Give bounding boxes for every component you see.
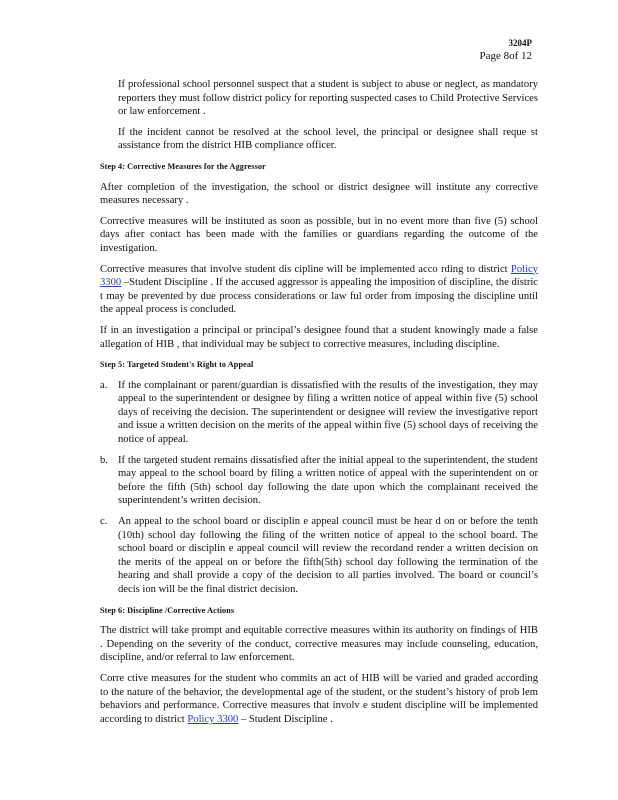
step4-paragraph-2: Corrective measures will be instituted as soon as possible, but in no event more than five (5) school days after contact has been made with the families or guardians regarding the outcome of the investigation.: [100, 215, 538, 254]
step4-paragraph-3: [100, 263, 538, 317]
step6-paragraph-2: [100, 672, 538, 726]
list-item-text: An appeal to the school board or disciplin e appeal council must be hear d on or before the tenth (10th) school day following the filing of the written notice of appeal to the school board. The school board or disciplin e appeal council will review the recordand render a written decision on the merits of the appeal on or before the fifth(5th) school day following the termination of the hearing and shall provide a copy of the decision to all parties involved. The board or council’s decis ion will be the final district decision.: [118, 516, 538, 595]
list-item-text: If the complainant or parent/guardian is dissatisfied with the results of the investigation, they may appeal to the superintendent or designee by filing a written notice of appeal within five (5) school days of receiving the decision. The superintendent or designee will review the investigative report and issue a written decision on the merits of the appeal within five (5) school days of receiving the notice of appeal.: [118, 379, 538, 446]
step6-heading: Step 6: Discipline /Corrective Actions: [100, 605, 235, 615]
step4-paragraph-1: After completion of the investigation, the school or district designee will institute any corrective measures necessary .: [100, 181, 538, 207]
policy-3300-link[interactable]: Policy 3300: [100, 263, 538, 289]
paragraph-mandatory-reporters: If professional school personnel suspect that a student is subject to abuse or neglect, as mandatory reporters they must follow district policy for reporting suspected cases to Child Protective Services or law enforcement .: [118, 79, 538, 118]
page-number: Page 8of 12: [479, 50, 532, 62]
list-marker: c.: [100, 516, 108, 528]
step4-p3-text-before: Corrective measures that involve student dis cipline will be implemented acco rding to district: [100, 263, 511, 275]
step4-p3-text-after: –Student Discipline . If the accused aggressor is appealing the imposition of discipline, the distric t may be prevented by due process considerations or law ful order from imposing the discipline until the appeal process is concluded.: [100, 277, 538, 316]
list-item: [100, 379, 538, 447]
step6-p2-text-before: Corre ctive measures for the student who commits an act of HIB will be varied and graded according to the nature of the behavior, the developmental age of the student, or the student’s history of prob lem behaviors and performance. Corrective measures that involv e student discipline will be implemented according to district: [100, 672, 538, 725]
list-item: [100, 515, 538, 597]
step4-heading: Step 4: Corrective Measures for the Aggressor: [100, 161, 266, 171]
list-marker: a.: [100, 379, 108, 391]
step6-paragraph-1: The district will take prompt and equitable corrective measures within its authority on findings of HIB . Depending on the severity of the conduct, corrective measures may include counseling, education, discipline, and/or referral to law enforcement.: [100, 625, 538, 664]
step6-p2-text-after: – Student Discipline .: [238, 713, 333, 725]
page-header: [479, 37, 532, 63]
policy-3300-link[interactable]: Policy 3300: [187, 713, 239, 725]
list-item: [100, 454, 538, 508]
paragraph-compliance-officer: If the incident cannot be resolved at the school level, the principal or designee shall reque st assistance from the district HIB compliance officer.: [118, 126, 538, 152]
policy-code: 3204P: [508, 38, 532, 48]
document-body: [100, 78, 538, 733]
list-marker: b.: [100, 454, 108, 466]
list-item-text: If the targeted student remains dissatisfied after the initial appeal to the superintendent, the student may appeal to the school board by filing a written notice of appeal with the superintendent on or before the fifth (5th) school day following the date upon which the complainant received the superintendent’s written decision.: [118, 454, 538, 507]
appeal-list: [100, 379, 538, 597]
step4-paragraph-4: If in an investigation a principal or principal’s designee found that a student knowingly made a false allegation of HIB , that individual may be subject to corrective measures, including discipline.: [100, 324, 538, 350]
step5-heading: Step 5: Targeted Student's Right to Appeal: [100, 360, 254, 370]
